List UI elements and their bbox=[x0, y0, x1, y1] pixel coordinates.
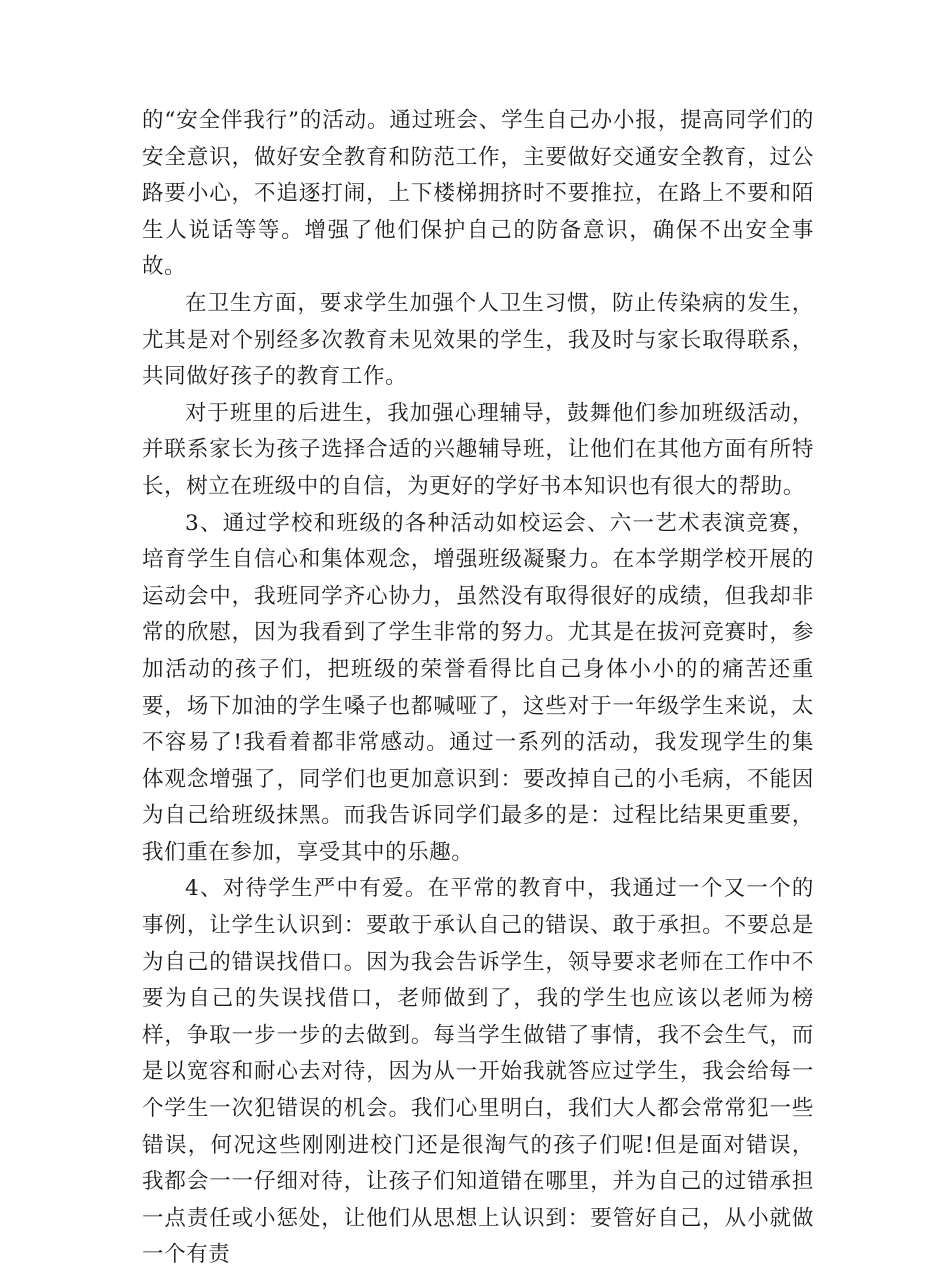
paragraph-struggling-students: 对于班里的后进生，我加强心理辅导，鼓舞他们参加班级活动，并联系家长为孩子选择合适的兴趣辅导班，让他们在其他方面有所特长，树立在班级中的自信，为更好的学好书本知识也有很大的帮助。 bbox=[142, 400, 814, 499]
paragraph-activities: 3、通过学校和班级的各种活动如校运会、六一艺术表演竞赛，培育学生自信心和集体观念，增强班级凝聚力。在本学期学校开展的运动会中，我班同学齐心协力，虽然没有取得很好的成绩，但我却非常的欣慰，因为我看到了学生非常的努力。尤其是在拔河竞赛时，参加活动的孩子们，把班级的荣誉看得比自己身体小小的的痛苦还重要，场下加油的学生嗓子也都喊哑了，这些对于一年级学生来说，太不容易了!我看着都非常感动。通过一系列的活动，我发现学生的集体观念增强了，同学们也更加意识到：要改掉自己的小毛病，不能因为自己给班级抹黑。而我告诉同学们最多的是：过程比结果更重要，我们重在参加，享受其中的乐趣。 bbox=[142, 510, 814, 865]
paragraph-strict-with-love: 4、对待学生严中有爱。在平常的教育中，我通过一个又一个的事例，让学生认识到：要敢于承认自己的错误、敢于承担。不要总是为自己的错误找借口。因为我会告诉学生，领导要求老师在工作中不要为自己的失误找借口，老师做到了，我的学生也应该以老师为榜样，争取一步一步的去做到。每当学生做错了事情，我不会生气，而是以宽容和耐心去对待，因为从一开始我就答应过学生，我会给每一个学生一次犯错误的机会。我们心里明白，我们大人都会常常犯一些错误，何况这些刚刚进校门还是很淘气的孩子们呢!但是面对错误，我都会一一仔细对待，让孩子们知道错在哪里，并为自己的过错承担一点责任或小惩处，让他们从思想上认识到：要管好自己，从小就做一个有责 bbox=[142, 876, 814, 1268]
paragraph-safety-activity: 的“安全伴我行”的活动。通过班会、学生自己办小报，提高同学们的安全意识，做好安全教育和防范工作，主要做好交通安全教育，过公路要小心，不追逐打闹，上下楼梯拥挤时不要推拉，在路上不要和陌生人说话等等。增强了他们保护自己的防备意识，确保不出安全事故。 bbox=[142, 108, 814, 280]
paragraph-hygiene: 在卫生方面，要求学生加强个人卫生习惯，防止传染病的发生，尤其是对个别经多次教育未见效果的学生，我及时与家长取得联系，共同做好孩子的教育工作。 bbox=[142, 290, 814, 390]
document-body bbox=[142, 103, 814, 1274]
